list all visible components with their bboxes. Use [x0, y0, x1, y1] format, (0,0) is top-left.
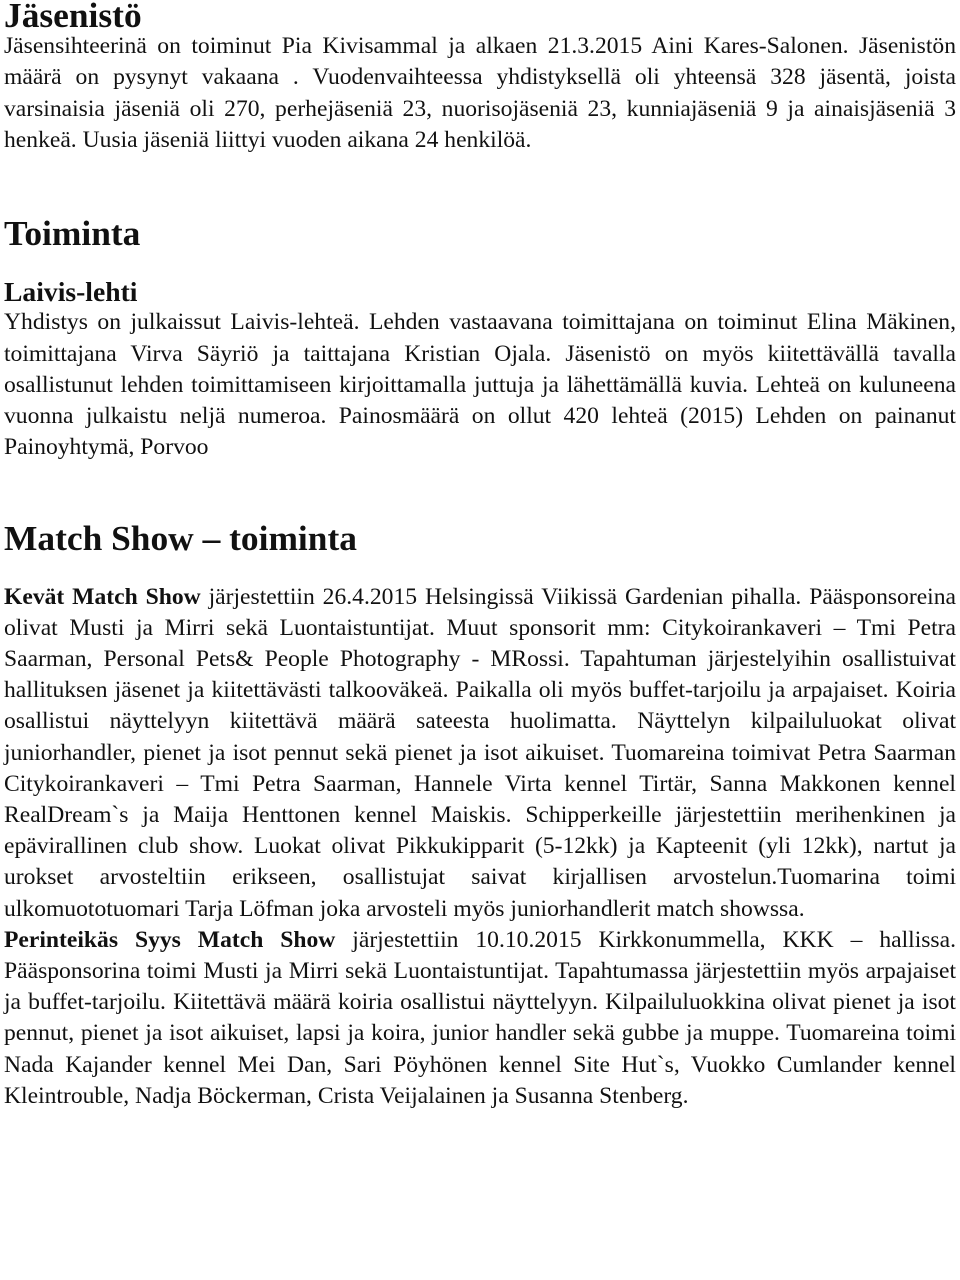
paragraph-laivis-lehti: Yhdistys on julkaissut Laivis-lehteä. Lehden vastaavana toimittajana on toiminut Elina Mäkinen, toimittajana Virva Säyriö ja taittajana Kristian Ojala. Jäsenistö on myös kiitettävällä tavalla osallistunut lehden toimittamiseen kirjoittamalla juttuja ja lähettämällä kuvia. Lehteä on kuluneena vuonna julkaistu neljä numeroa. Painosmäärä on ollut 420 lehteä (2015) Lehden on painanut Painoyhtymä, Porvoo	[4, 309, 956, 461]
text-syys-match-show: järjestettiin 10.10.2015 Kirkkonummella, KKK – hallissa. Pääsponsorina toimi Musti ja Mirri sekä Luontaistuntijat. Tapahtumassa järjestettiin myös arpajaiset ja buffet-tarjoilu. Kiitettävä määrä koiria osallistui näyttelyyn. Kilpailuluokkina olivat pienet ja isot pennut, pienet ja isot aikuiset, lapsi ja koira, junior handler sekä gubbe ja muppe. Tuomareina toimi Nada Kajander kennel Mei Dan, Sari Pöyhönen kennel Site Hut`s, Vuokko Cumlander kennel Kleintrouble, Nadja Böckerman, Crista Veijalainen ja Susanna Stenberg.	[4, 926, 956, 1109]
heading-match-show: Match Show – toiminta	[4, 518, 357, 559]
paragraph-syys-match-show	[4, 925, 956, 1112]
section-match-show	[4, 518, 956, 559]
heading-toiminta: Toiminta	[4, 213, 141, 254]
section-kevat-match-show	[4, 582, 956, 1112]
heading-jasenisto: Jäsenistö	[4, 0, 142, 35]
section-toiminta	[4, 213, 956, 254]
heading-laivis-lehti: Laivis-lehti	[4, 276, 138, 308]
section-laivis-lehti	[4, 276, 956, 463]
section-jasenisto	[4, 0, 956, 156]
lead-kevat-match-show: Kevät Match Show	[4, 583, 201, 610]
lead-syys-match-show: Perinteikäs Syys Match Show	[4, 926, 336, 953]
paragraph-kevat-match-show	[4, 582, 956, 925]
text-kevat-match-show: järjestettiin 26.4.2015 Helsingissä Viikissä Gardenian pihalla. Pääsponsoreina olivat Musti ja Mirri sekä Luontaistuntijat. Muut sponsorit mm: Citykoirankaveri – Tmi Petra Saarman, Personal Pets& People Photography - MRossi. Tapahtuman järjestelyihin osallistuivat hallituksen jäsenet ja kiitettävästi talkooväkeä. Paikalla oli myös buffet-tarjoilu ja arpajaiset. Koiria osallistui näyttelyyn kiitettävä määrä sateesta huolimatta. Näyttelyn kilpailuluokat olivat juniorhandler, pienet ja isot pennut sekä pienet ja isot aikuiset. Tuomareina toimivat Petra Saarman Citykoirankaveri – Tmi Petra Saarman, Hannele Virta kennel Tirtär, Sanna Makkonen kennel RealDream`s ja Maija Henttonen kennel Maiskis. Schipperkeille järjestettiin merihenkinen ja epävirallinen club show. Luokat olivat Pikkukipparit (5-12kk) ja Kapteenit (yli 12kk), nartut ja urokset arvosteltiin erikseen, osallistujat saivat kirjallisen arvostelun.Tuomarina toimi ulkomuototuomari Tarja Löfman joka arvosteli myös juniorhandlerit match showssa.	[4, 583, 956, 922]
paragraph-jasenisto: Jäsensihteerinä on toiminut Pia Kivisammal ja alkaen 21.3.2015 Aini Kares-Salonen. Jäsenistön määrä on pysynyt vakaana . Vuodenvaihteessa yhdistyksellä oli yhteensä 328 jäsentä, joista varsinaisia jäseniä oli 270, perhejäseniä 23, nuorisojäseniä 23, kunniajäseniä 9 ja ainaisjäseniä 3 henkeä. Uusia jäseniä liittyi vuoden aikana 24 henkilöä.	[4, 33, 956, 153]
